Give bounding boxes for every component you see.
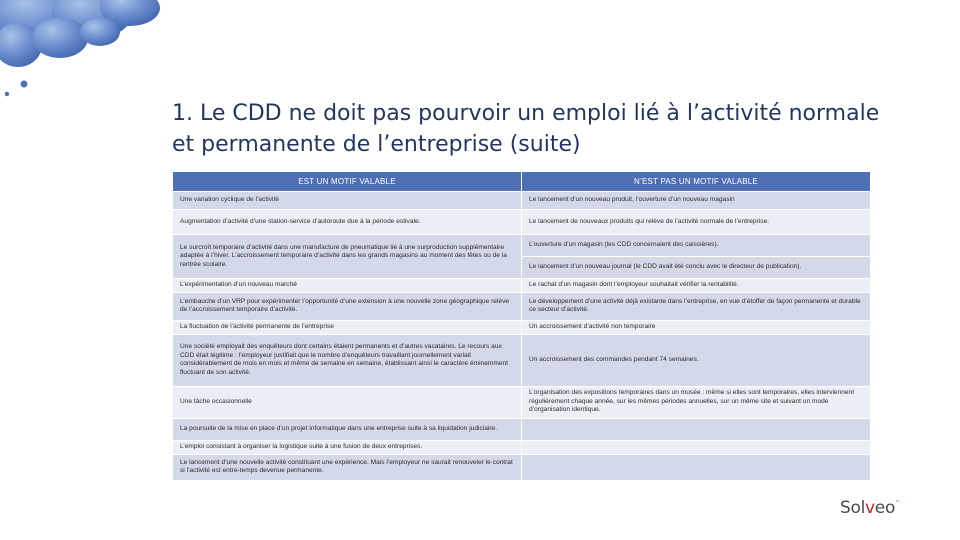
header-valid-motive: EST UN MOTIF VALABLE bbox=[173, 172, 522, 192]
table-header-row bbox=[173, 172, 871, 192]
table-row bbox=[173, 192, 871, 210]
header-invalid-motive: N’EST PAS UN MOTIF VALABLE bbox=[522, 172, 871, 192]
invalid-cell: Un accroissement des commandes pendant 74 semaines. bbox=[522, 334, 871, 386]
valid-cell: L’expérimentation d’un nouveau marché bbox=[173, 279, 522, 293]
table-row bbox=[173, 386, 871, 418]
invalid-cell: Le lancement d’un nouveau produit, l’ouverture d’un nouveau magasin bbox=[522, 192, 871, 210]
table-row bbox=[173, 292, 871, 320]
valid-cell: Le lancement d’une nouvelle activité constituant une expérience. Mais l’employeur ne saurait renouveler le contrat si l’activité est entre-temps devenue permanente. bbox=[173, 454, 522, 480]
valid-cell: Une variation cyclique de l’activité bbox=[173, 192, 522, 210]
table-row bbox=[173, 334, 871, 386]
valid-cell: Une tâche occasionnelle bbox=[173, 386, 522, 418]
invalid-cell-empty bbox=[522, 440, 871, 454]
table-row bbox=[173, 454, 871, 480]
table-row bbox=[173, 320, 871, 334]
table-row bbox=[173, 210, 871, 235]
valid-cell: L’embauche d’un VRP pour expérimenter l’opportunité d’une extension à une nouvelle zone géographique relève de l’accroissement temporaire d’activité. bbox=[173, 292, 522, 320]
invalid-cell: L’ouverture d’un magasin (les CDD concernaient des caissières). bbox=[522, 235, 871, 257]
invalid-cell: Le rachat d’un magasin dont l’employeur souhaitait vérifier la rentabilité. bbox=[522, 279, 871, 293]
logo-text-start: Sol bbox=[840, 498, 866, 518]
logo-trademark: ™ bbox=[895, 500, 900, 506]
slide-title: 1. Le CDD ne doit pas pourvoir un emploi lié à l’activité normale et permanente de l’entreprise (suite) bbox=[172, 101, 880, 157]
valid-cell: La fluctuation de l’activité permanente de l’entreprise bbox=[173, 320, 522, 334]
solveo-logo bbox=[840, 498, 900, 518]
motif-table bbox=[172, 171, 871, 481]
valid-cell: Une société employait des enquêteurs dont certains étaient permanents et d’autres vacataires. Le recours aux CDD était légitime : l’employeur justifiait que le nombre d’enquêteurs travaillant journellement variait considérablement de mois en mois et même de semaine en semaine, établissant ainsi le caractère éminemment fluctuant de son activité. bbox=[173, 334, 522, 386]
table-row bbox=[173, 279, 871, 293]
valid-cell: Augmentation d’activité d’une station-service d’autoroute due à la période estivale. bbox=[173, 210, 522, 235]
invalid-cell: Le développement d’une activité déjà existante dans l’entreprise, en vue d’étoffer de façon permanente et durable ce secteur d’activité. bbox=[522, 292, 871, 320]
invalid-cell: Le lancement de nouveaux produits qui relève de l’activité normale de l’entreprise. bbox=[522, 210, 871, 235]
table-row bbox=[173, 440, 871, 454]
valid-cell: La poursuite de la mise en place d’un projet informatique dans une entreprise suite à sa liquidation judiciaire. bbox=[173, 418, 522, 440]
valid-cell: Le surcroît temporaire d’activité dans une manufacture de pneumatique lié à une surproduction supplémentaire adaptée à l’hiver. L’accroissement temporaire d’activité dans les grands magasins au moment des fêtes ou de la rentrée scolaire. bbox=[173, 235, 522, 279]
table-row bbox=[173, 418, 871, 440]
invalid-cell: Le lancement d’un nouveau journal (le CDD avait été conclu avec le directeur de publication). bbox=[522, 257, 871, 279]
valid-cell: L’emploi consistant à organiser la logistique suite à une fusion de deux entreprises. bbox=[173, 440, 522, 454]
logo-text-accent: v bbox=[865, 498, 875, 518]
logo-text-end: eo bbox=[874, 498, 896, 518]
invalid-cell: Un accroissement d’activité non temporaire bbox=[522, 320, 871, 334]
invalid-cell: L’organisation des expositions temporaires dans un musée : même si elles sont temporaires, elles interviennent régulièrement chaque année, sur les mêmes périodes annuelles, sur un même site et suivant un mode d’organisation identique. bbox=[522, 386, 871, 418]
invalid-cell-empty bbox=[522, 418, 871, 440]
motif-table-container bbox=[172, 171, 870, 481]
invalid-cell-empty bbox=[522, 454, 871, 480]
table-row bbox=[173, 235, 871, 257]
cloud-decoration bbox=[0, 0, 170, 100]
